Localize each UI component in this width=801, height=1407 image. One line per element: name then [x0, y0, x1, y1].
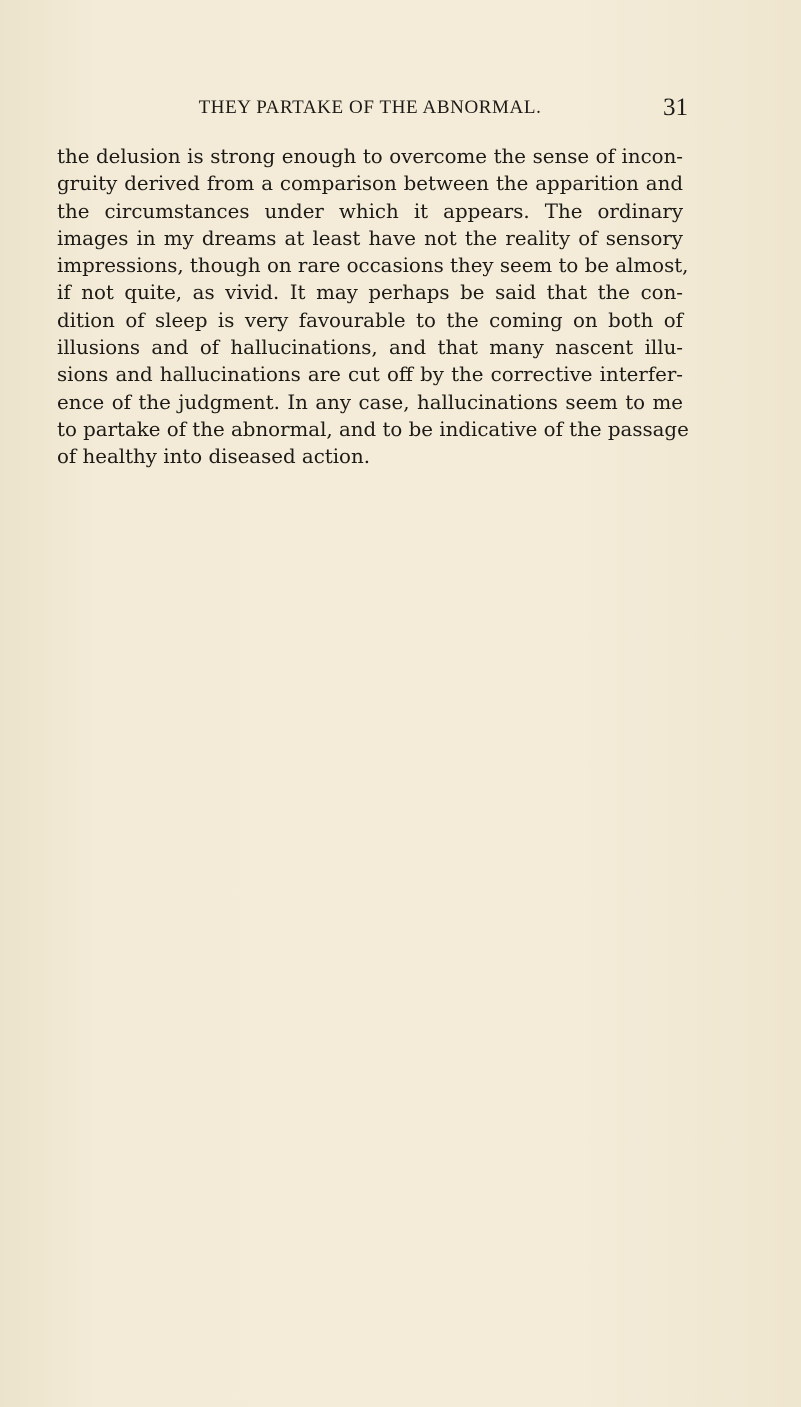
running-title: THEY PARTAKE OF THE ABNORMAL. [198, 97, 542, 118]
text-line: to partake of the abnormal, and to be indicative of the passage [57, 417, 689, 441]
text-line: dition of sleep is very favourable to the coming on both of [57, 308, 683, 332]
page-number: 31 [663, 94, 688, 121]
text-line: ence of the judgment. In any case, hallucinations seem to me [57, 390, 683, 414]
text-line: if not quite, as vivid. It may perhaps be said that the con- [57, 281, 683, 305]
text-line: of healthy into diseased action. [57, 445, 370, 469]
text-line: the circumstances under which it appears. The ordinary [57, 199, 683, 223]
text-line: sions and hallucinations are cut off by the corrective interfer- [57, 363, 683, 387]
text-line: images in my dreams at least have not the reality of sensory [57, 226, 683, 250]
text-line: impressions, though on rare occasions they seem to be almost, [57, 254, 689, 278]
text-line: the delusion is strong enough to overcome the sense of incon- [57, 145, 683, 168]
text-line: illusions and of hallucinations, and that many nascent illu- [57, 336, 683, 360]
body-paragraph [57, 143, 689, 471]
page-header [56, 94, 688, 125]
text-line: gruity derived from a comparison between the apparition and [57, 172, 683, 196]
